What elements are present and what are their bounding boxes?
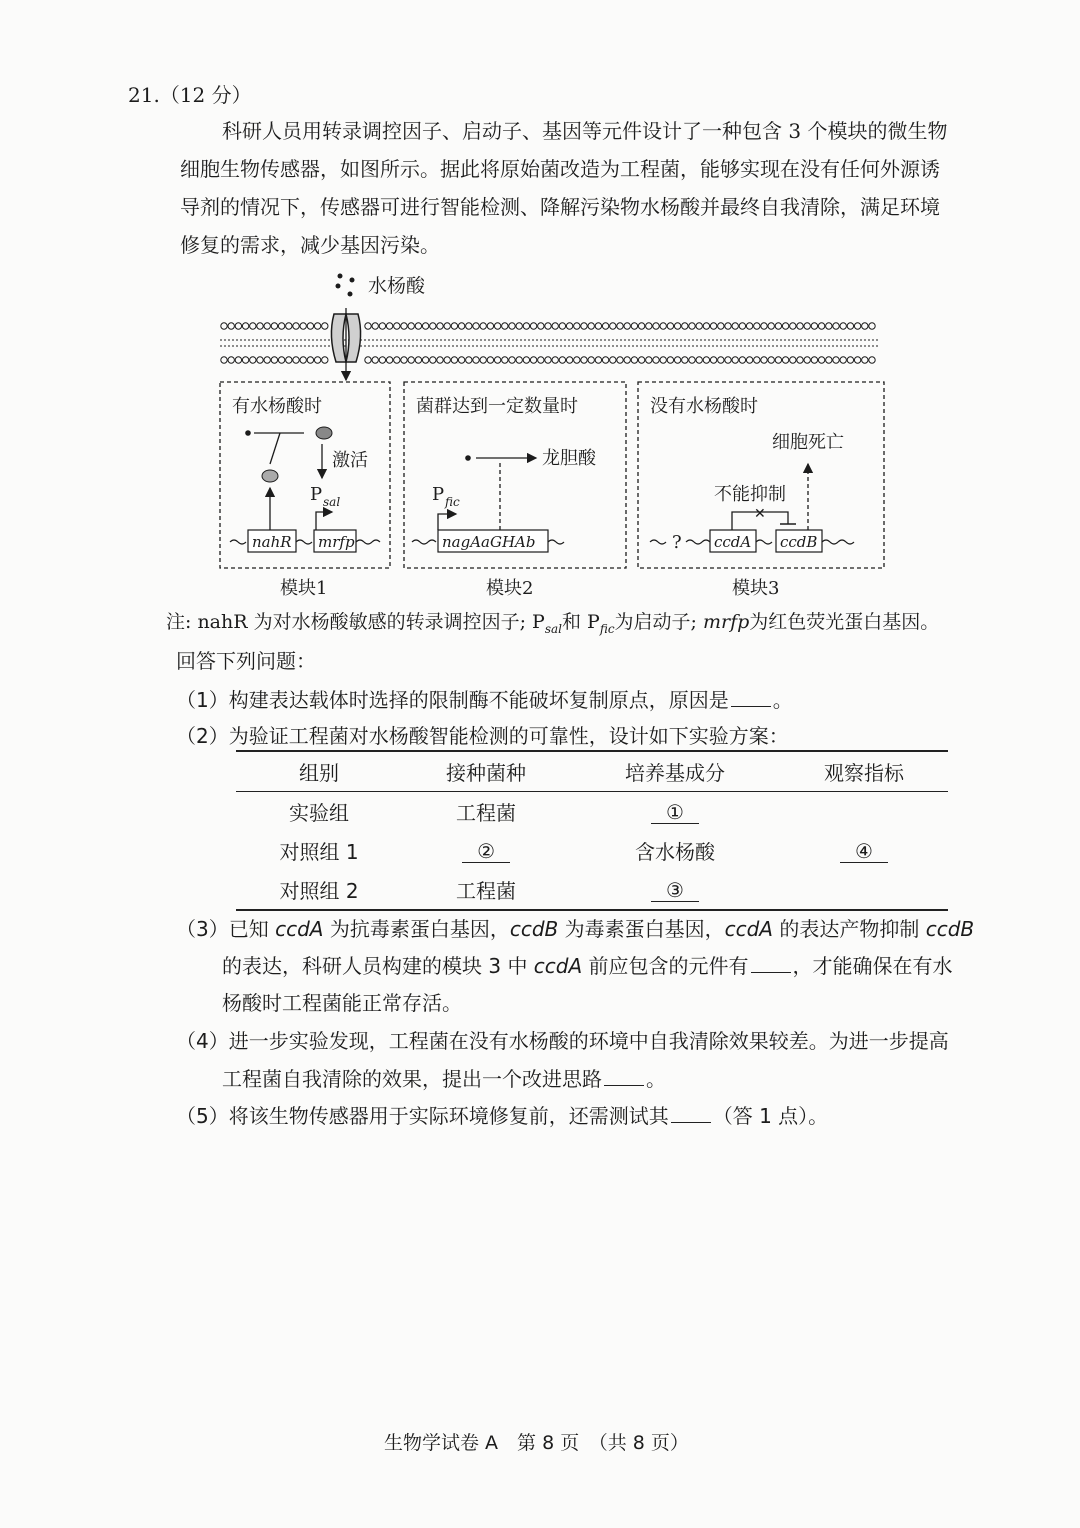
activate-label: 激活: [332, 450, 368, 471]
table-cell: [570, 792, 780, 832]
q3-gene-ccdA: ccdA: [275, 917, 324, 941]
table-cell: 工程菌: [456, 801, 517, 825]
salicylic-acid-dots: [336, 274, 355, 297]
intro-line-1: 科研人员用转录调控因子、启动子、基因等元件设计了一种包含 3 个模块的微生物: [222, 119, 948, 143]
table-cell: 对照组 1: [279, 840, 359, 864]
question-4-line-2: [222, 1066, 666, 1092]
promoter-sal-P: P: [310, 484, 323, 505]
module-1: [220, 382, 390, 599]
table-cell: 含水杨酸: [635, 840, 716, 864]
promoter-fic-sub: fic: [445, 495, 460, 509]
transporter-protein: [331, 308, 360, 380]
answer-blank-circle-4[interactable]: ④: [840, 840, 888, 863]
inhibit-cross-icon: ✕: [754, 506, 766, 522]
table-header: 观察指标: [824, 761, 904, 785]
q4-text: 工程菌自我清除的效果，提出一个改进思路: [222, 1067, 602, 1091]
question-points: （12 分）: [159, 83, 252, 107]
table-cell: 实验组: [289, 801, 350, 825]
answer-blank-circle-3[interactable]: ③: [651, 879, 699, 902]
gene-ccdB: ccdB: [780, 533, 818, 551]
table-row: [236, 831, 948, 870]
q5-text: （5）将该生物传感器用于实际环境修复前，还需测试其: [176, 1104, 669, 1128]
question-number: 21.: [128, 83, 160, 107]
module-3-title: 没有水杨酸时: [650, 396, 758, 417]
cannot-inhibit-label: 不能抑制: [714, 484, 786, 505]
note-mid1: 和 P: [561, 611, 600, 633]
table-header: 培养基成分: [625, 761, 726, 785]
answer-blank-3[interactable]: [751, 954, 791, 973]
q3-gene-ccdA: ccdA: [533, 954, 583, 978]
module-2-caption: 模块2: [486, 578, 534, 599]
table-header: 组别: [299, 761, 340, 785]
question-1-end: 。: [772, 688, 793, 712]
question-4-line-1: （4）进一步实验发现，工程菌在没有水杨酸的环境中自我清除效果较差。为进一步提高: [176, 1029, 949, 1053]
q3-text: 为抗毒素蛋白基因，: [323, 917, 510, 941]
table-row: [236, 792, 948, 832]
note-suffix: 为红色荧光蛋白基因。: [749, 611, 940, 633]
cell-membrane: [220, 318, 880, 363]
gene-nahR: nahR: [252, 533, 292, 551]
gene-nagAaGHAb: nagAaGHAb: [442, 533, 536, 551]
question-3-line-1: [176, 916, 974, 942]
promoter-sal-sub: sal: [323, 495, 341, 509]
intro-line-4: 修复的需求，减少基因污染。: [180, 233, 440, 257]
q3-text: 前应包含的元件有: [582, 954, 749, 978]
question-3-line-2: [222, 953, 953, 979]
q3-text: 的表达，科研人员构建的模块 3 中: [222, 954, 534, 978]
gentisic-acid-label: 龙胆酸: [542, 448, 596, 469]
module-2: [404, 382, 626, 599]
biosensor-figure: [210, 268, 900, 608]
table-cell: 工程菌: [456, 879, 517, 903]
module-3: [638, 382, 884, 599]
answer-blank-4[interactable]: [604, 1067, 644, 1086]
table-row: [236, 870, 948, 910]
answer-blank-1[interactable]: [731, 688, 771, 707]
q4-end: 。: [646, 1067, 666, 1091]
salicylic-acid-label: 水杨酸: [368, 275, 426, 297]
promoter-fic-P: P: [432, 484, 445, 505]
figure-note: [166, 609, 939, 642]
answer-blank-5[interactable]: [671, 1104, 711, 1123]
module-1-caption: 模块1: [280, 578, 328, 599]
table-cell: [402, 831, 570, 870]
q3-gene-ccdB: ccdB: [509, 917, 559, 941]
experiment-table: [236, 750, 948, 911]
note-prefix: 注: nahR 为对水杨酸敏感的转录调控因子; P: [166, 611, 545, 633]
answer-blank-circle-1[interactable]: ①: [651, 801, 699, 824]
table-cell: 对照组 2: [279, 879, 359, 903]
module-2-title: 菌群达到一定数量时: [416, 396, 578, 417]
gene-ccdA: ccdA: [714, 533, 752, 551]
note-mid2: 为启动子;: [614, 611, 703, 633]
table-header-row: [236, 751, 948, 792]
q3-gene-ccdB: ccdB: [925, 917, 975, 941]
gene-mrfp: mrfp: [318, 533, 355, 551]
q3-gene-ccdA: ccdA: [724, 917, 773, 941]
note-sub-sal: sal: [544, 621, 562, 636]
table-cell: [780, 870, 948, 910]
table-cell: [780, 792, 948, 832]
question-5: [176, 1103, 828, 1129]
q3-text: 为毒素蛋白基因，: [558, 917, 725, 941]
q3-text: （3）已知: [176, 917, 276, 941]
q3-text: 的表达产物抑制: [772, 917, 926, 941]
q5-end: （答 1 点）。: [712, 1104, 829, 1128]
note-sub-fic: fic: [599, 621, 615, 636]
question-1: [176, 687, 793, 713]
cell-death-label: 细胞死亡: [772, 432, 844, 453]
note-gene-mrfp: mrfp: [703, 611, 750, 633]
table-cell: [570, 870, 780, 910]
answer-blank-circle-2[interactable]: ②: [462, 840, 510, 863]
intro-line-2: 细胞生物传感器，如图所示。据此将原始菌改造为工程菌，能够实现在没有任何外源诱: [180, 157, 940, 181]
answer-prompt: 回答下列问题：: [176, 649, 316, 673]
module-1-title: 有水杨酸时: [232, 396, 322, 417]
table-header: 接种菌种: [446, 761, 527, 785]
question-2: （2）为验证工程菌对水杨酸智能检测的可靠性，设计如下实验方案：: [176, 724, 789, 748]
table-cell: [780, 831, 948, 870]
page-footer: 生物学试卷 A 第 8 页 （共 8 页）: [384, 1432, 689, 1454]
question-header: [128, 82, 252, 108]
intro-line-3: 导剂的情况下，传感器可进行智能检测、降解污染物水杨酸并最终自我清除，满足环境: [180, 195, 940, 219]
question-1-text: （1）构建表达载体时选择的限制酶不能破坏复制原点，原因是: [176, 688, 729, 712]
q3-text: ，才能确保在有水: [792, 954, 953, 978]
unknown-element-mark: ?: [672, 532, 682, 553]
module-3-caption: 模块3: [732, 578, 780, 599]
question-3-line-3: 杨酸时工程菌能正常存活。: [222, 991, 462, 1015]
